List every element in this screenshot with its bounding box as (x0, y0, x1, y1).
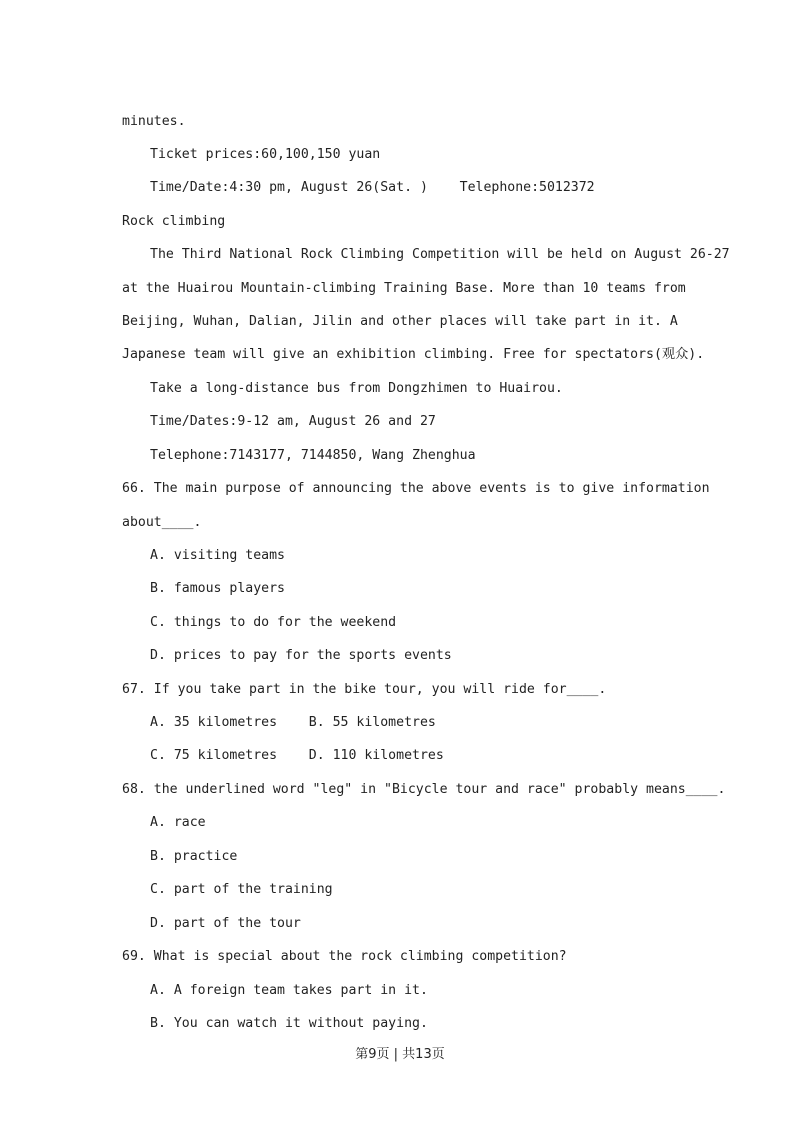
option-c: C. part of the training (150, 882, 333, 897)
text-line: at the Huairou Mountain-climbing Training Base. More than 10 teams from (122, 281, 686, 296)
option-c: C. things to do for the weekend (150, 615, 397, 630)
option-d: D. prices to pay for the sports events (150, 648, 452, 663)
option-a: A. visiting teams (150, 548, 285, 563)
question-68: 68. the underlined word "leg" in "Bicycle tour and race" probably means____. (122, 782, 726, 797)
text-line: Ticket prices:60,100,150 yuan (150, 147, 381, 162)
text-line: Time/Date:4:30 pm, August 26(Sat. ) Telephone:5012372 (150, 180, 595, 195)
text-line: Japanese team will give an exhibition climbing. Free for spectators(观众). (122, 347, 705, 362)
option-d: D. part of the tour (150, 916, 301, 931)
option-b: B. practice (150, 849, 238, 864)
text-line: Take a long-distance bus from Dongzhimen to Huairou. (150, 381, 563, 396)
option-b: B. You can watch it without paying. (150, 1016, 428, 1031)
option-a: A. A foreign team takes part in it. (150, 983, 428, 998)
options-c-d: C. 75 kilometres D. 110 kilometres (150, 748, 444, 763)
question-66-cont: about____. (122, 515, 202, 530)
text-line: Telephone:7143177, 7144850, Wang Zhenghua (150, 448, 476, 463)
option-a: A. race (150, 815, 206, 830)
options-a-b: A. 35 kilometres B. 55 kilometres (150, 715, 436, 730)
text-line: Time/Dates:9-12 am, August 26 and 27 (150, 414, 436, 429)
question-66: 66. The main purpose of announcing the above events is to give information (122, 481, 710, 496)
question-67: 67. If you take part in the bike tour, you will ride for____. (122, 682, 607, 697)
section-heading: Rock climbing (122, 214, 226, 229)
text-line: minutes. (122, 114, 186, 129)
text-line: The Third National Rock Climbing Competition will be held on August 26-27 (150, 247, 730, 262)
page-footer: 第9页 | 共13页 (355, 1047, 445, 1062)
text-line: Beijing, Wuhan, Dalian, Jilin and other places will take part in it. A (122, 314, 678, 329)
question-69: 69. What is special about the rock climbing competition? (122, 949, 567, 964)
option-b: B. famous players (150, 581, 285, 596)
